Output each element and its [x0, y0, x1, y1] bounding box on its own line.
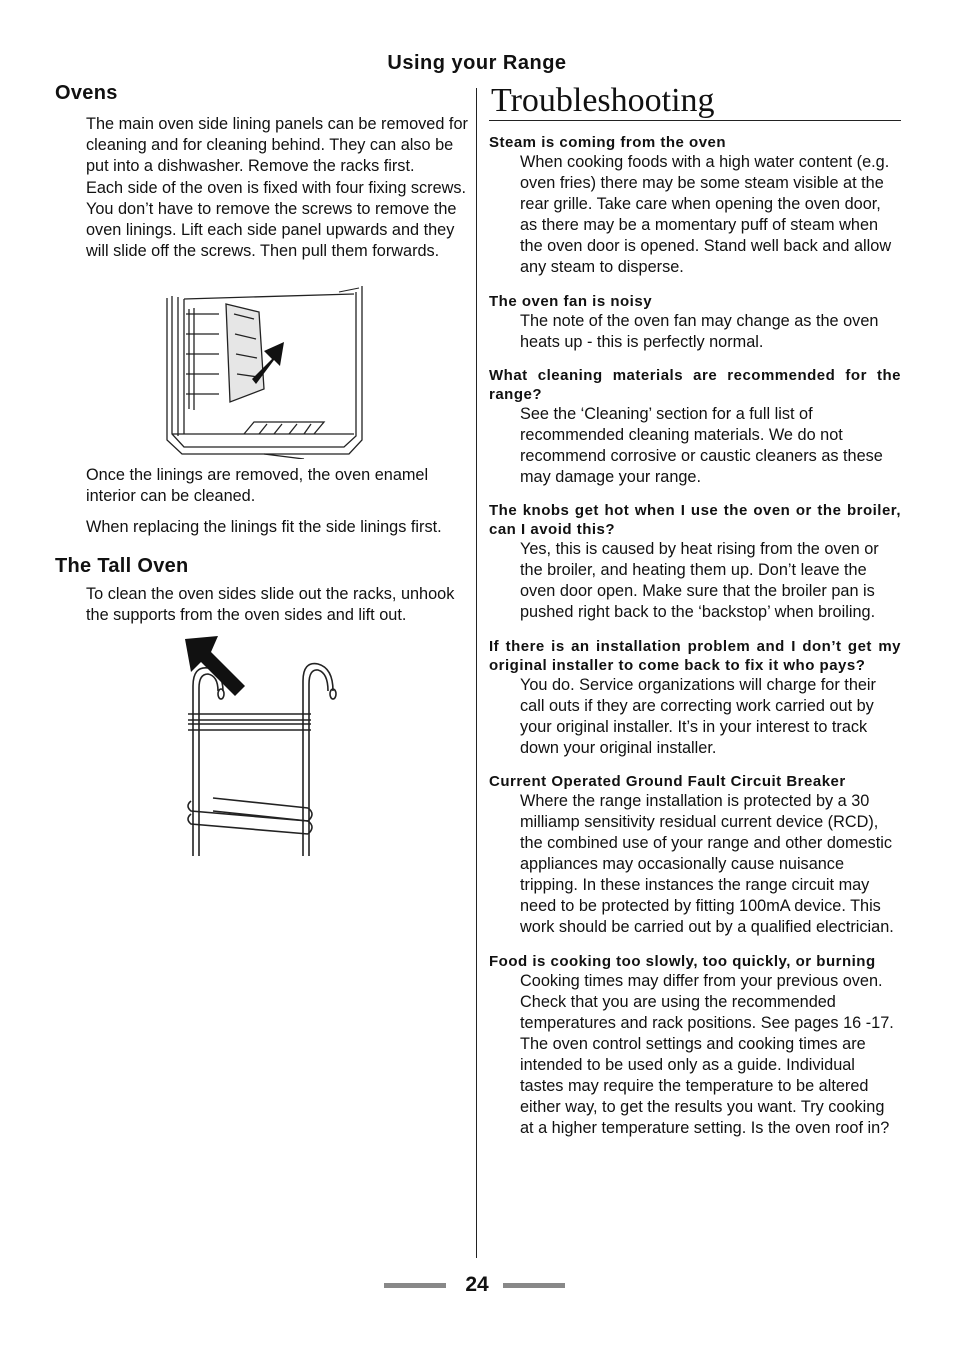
oven-lining-drawing — [164, 284, 369, 459]
faq-item — [489, 133, 901, 279]
faq-question: Current Operated Ground Fault Circuit Breaker — [489, 772, 846, 790]
faq-question: The knobs get hot when I use the oven or the broiler, can I avoid this? — [489, 502, 901, 539]
faq-item — [489, 637, 901, 759]
faq-item — [489, 772, 901, 939]
faq-answer: See the ‘Cleaning’ section for a full list of recommended cleaning materials. We do not recommend corrosive or caustic cleaners as these may damage your range. — [520, 404, 883, 487]
page-header: Using your Range — [387, 52, 567, 74]
ovens-para-4: When replacing the linings fit the side linings first. — [86, 518, 442, 536]
tall-oven-para-1: To clean the oven sides slide out the racks, unhook the supports from the oven sides and lift out. — [86, 585, 455, 624]
faq-answer: When cooking foods with a high water content (e.g. oven fries) there may be some steam visible at the rear grille. Take care when opening the oven door, as there may be a momentary puff of steam when the oven door is opened. Stand well back and allow any steam to disperse. — [520, 153, 892, 277]
faq-item — [489, 292, 901, 353]
troubleshooting-title: Troubleshooting — [489, 82, 901, 121]
faq-question: If there is an installation problem and I don’t get my original installer to come back to fix it who pays? — [489, 637, 901, 674]
faq-question: The oven fan is noisy — [489, 292, 653, 310]
faq-answer: You do. Service organizations will charge for their call outs if they are correcting work carried out by your original installer. It’s in your interest to track down your original installer. — [520, 675, 876, 757]
ovens-heading: Ovens — [55, 82, 118, 104]
footer-bar-left — [384, 1283, 446, 1288]
rack-support-drawing — [183, 636, 353, 861]
faq-answer: The note of the oven fan may change as the oven heats up - this is perfectly normal. — [520, 311, 879, 351]
faq-answer: Cooking times may differ from your previous oven. Check that you are using the recommended temperatures and rack positions. See pages 16 -17. The oven control settings and cooking times are intended to be used only as a guide. Individual tastes may require the temperature to be altered either way, to get the results you want. Try cooking at a higher temperature setting. Is the oven roof in? — [520, 971, 894, 1138]
column-divider — [476, 88, 477, 1258]
faq-item — [489, 952, 901, 1140]
faq-item — [489, 366, 901, 488]
faq-answer: Yes, this is caused by heat rising from the oven or the broiler, and heating them up. Don’t leave the oven door open. Make sure that the broiler pan is pushed right back to the ‘backstop’ when broiling. — [520, 540, 879, 622]
ovens-text-after — [86, 465, 470, 538]
ovens-para-1: The main oven side lining panels can be removed for cleaning and for cleaning behind. They can also be put into a dishwasher. Remove the racks first. — [86, 115, 468, 175]
oven-lining-illustration — [164, 284, 369, 459]
footer-bar-right — [503, 1283, 565, 1288]
ovens-text — [86, 114, 470, 262]
faq-question: Steam is coming from the oven — [489, 134, 727, 151]
rack-support-illustration — [183, 636, 353, 861]
tall-oven-heading: The Tall Oven — [55, 555, 189, 577]
ovens-para-2: Each side of the oven is fixed with four fixing screws. You don’t have to remove the screws to remove the oven linings. Lift each side panel upwards and they will slide off the screws. Then pull them forwards. — [86, 179, 467, 260]
page-number: 24 — [465, 1273, 489, 1296]
faq-list — [489, 133, 901, 1139]
faq-question: What cleaning materials are recommended for the range? — [489, 366, 901, 403]
ovens-para-3: Once the linings are removed, the oven enamel interior can be cleaned. — [86, 466, 429, 505]
faq-item — [489, 501, 901, 623]
faq-answer: Where the range installation is protected by a 30 milliamp sensitivity residual current device (RCD), the combined use of your range and other domestic appliances may occasionally cause nuisance tripping. In these instances the range circuit may need to be protected by fitting 100mA device. This work should be carried out by a qualified electrician. — [520, 791, 894, 937]
right-column — [489, 82, 901, 1139]
faq-question: Food is cooking too slowly, too quickly, or burning — [489, 952, 876, 970]
tall-oven-text — [86, 584, 470, 626]
left-column — [55, 82, 470, 861]
